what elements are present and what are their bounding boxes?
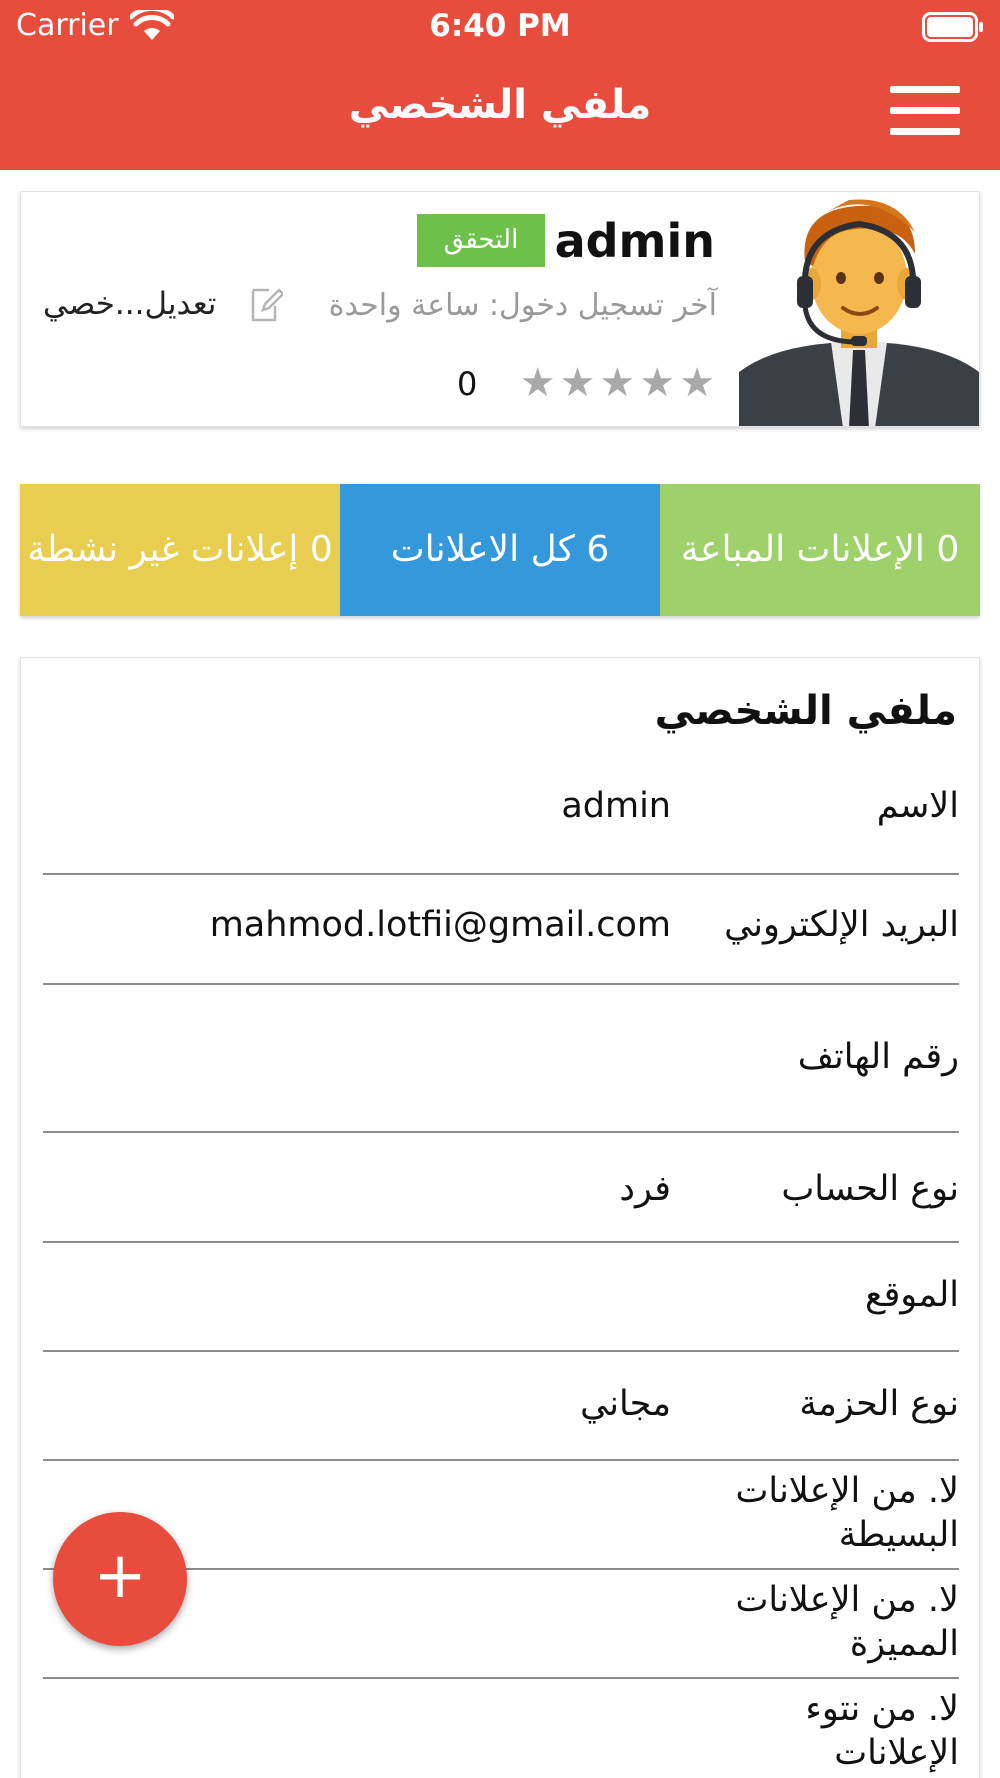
detail-label: لا. من الإعلانات المميزة <box>735 1580 959 1664</box>
edit-icon[interactable] <box>249 286 283 324</box>
profile-card <box>20 191 980 427</box>
detail-label: الاسم <box>876 786 959 826</box>
carrier-label: Carrier <box>16 8 119 43</box>
stat-sold-ads[interactable]: 0 الإعلانات المباعة <box>660 484 980 616</box>
detail-value: فرد <box>619 1169 671 1209</box>
detail-row-email <box>43 875 959 985</box>
detail-row-bump-ads <box>43 1679 959 1778</box>
last-login-text: آخر تسجيل دخول: ساعة واحدة <box>328 288 717 323</box>
detail-label: لا. من الإعلانات البسيطة <box>735 1471 959 1555</box>
detail-value: admin <box>561 786 671 826</box>
detail-label: لا. من نتوء الإعلانات <box>805 1689 959 1773</box>
ads-stats <box>20 484 980 616</box>
battery-icon <box>922 12 984 42</box>
detail-row-package-type <box>43 1352 959 1461</box>
detail-value: مجاني <box>580 1384 671 1424</box>
rating-stars: ★★★★★ <box>519 360 719 406</box>
detail-row-location <box>43 1243 959 1352</box>
detail-label: رقم الهاتف <box>797 1037 959 1077</box>
add-ad-button[interactable]: + <box>53 1512 187 1646</box>
avatar <box>739 192 979 427</box>
detail-label: الموقع <box>864 1275 959 1315</box>
detail-label: نوع الحزمة <box>799 1384 959 1424</box>
username: admin <box>554 214 715 268</box>
header-title: ملفي الشخصي <box>348 82 652 128</box>
detail-label: البريد الإلكتروني <box>724 905 959 945</box>
rating-count: 0 <box>457 365 478 403</box>
menu-icon[interactable] <box>890 86 960 136</box>
app-header <box>0 0 1000 170</box>
status-time: 6:40 PM <box>429 8 571 44</box>
detail-label: نوع الحساب <box>781 1169 959 1209</box>
status-bar <box>0 0 1000 58</box>
verified-badge: التحقق <box>417 214 545 267</box>
stat-inactive-ads[interactable]: 0 إعلانات غير نشطة <box>20 484 340 616</box>
edit-profile-link[interactable]: تعديل...خصي <box>43 286 217 322</box>
detail-row-account-type <box>43 1133 959 1243</box>
stat-all-ads[interactable]: 6 كل الاعلانات <box>340 484 660 616</box>
details-title: ملفي الشخصي <box>654 688 957 734</box>
detail-value: mahmod.lotfii@gmail.com <box>209 905 671 945</box>
detail-row-phone <box>43 985 959 1133</box>
detail-row-name <box>43 744 959 875</box>
